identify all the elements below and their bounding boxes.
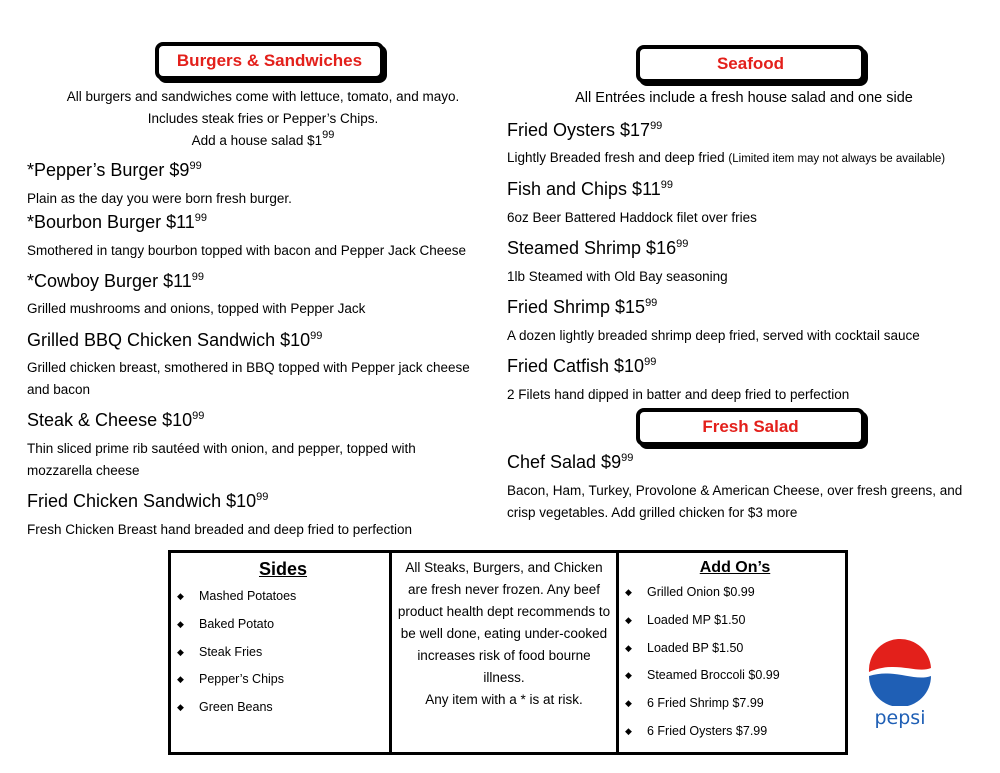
sides-title: Sides — [258, 559, 308, 579]
menu-item-desc: Lightly Breaded fresh and deep fried (Limited item may not always be available) — [507, 150, 946, 165]
menu-item-desc: A dozen lightly breaded shrimp deep fried, served with cocktail sauce — [507, 328, 920, 343]
sides-panel — [171, 553, 392, 752]
pepsi-logo — [866, 638, 934, 729]
sides-list — [177, 589, 389, 728]
list-item: ◆ Steamed Broccoli $0.99 — [625, 668, 780, 683]
menu-item-title: Fried Catfish $\$10^{99}$ — [507, 356, 657, 376]
menu-item-title: Fried Shrimp $\$15^{99}$ — [507, 297, 658, 317]
menu-item-title: *Cowboy Burger $\$11^{99}$ — [27, 271, 205, 291]
diamond-bullet-icon: ◆ — [625, 587, 632, 597]
addons-title: Add On’s — [699, 559, 771, 576]
diamond-bullet-icon: ◆ — [177, 618, 184, 629]
burgers-header — [155, 42, 384, 80]
menu-item-desc: Plain as the day you were born fresh burger. — [27, 191, 292, 206]
diamond-bullet-icon: ◆ — [177, 646, 184, 657]
pepsi-wordmark: pepsi — [874, 707, 926, 729]
list-item: ◆ Pepper’s Chips — [177, 672, 285, 687]
burgers-note: Add a house salad $\$1^{99}$ — [191, 129, 335, 148]
burgers-note: Includes steak fries or Pepper’s Chips. — [147, 111, 379, 126]
menu-item-title: Fried Chicken Sandwich $\$10^{99}$ — [27, 491, 269, 511]
diamond-bullet-icon: ◆ — [625, 670, 632, 681]
addons-panel — [619, 553, 845, 752]
list-item: ◆ Mashed Potatoes — [177, 589, 297, 603]
notice-panel — [392, 553, 619, 752]
list-item: ◆ 6 Fried Shrimp $7.99 — [625, 696, 764, 711]
menu-item-desc: Grilled chicken breast, smothered in BBQ topped with Pepper jack cheese and bacon — [27, 360, 470, 397]
menu-item-title: Chef Salad $\$9^{99}$ — [507, 452, 634, 472]
menu-item-desc: Thin sliced prime rib sautéed with onion, and pepper, topped with mozzarella cheese — [27, 441, 416, 478]
salad-title: Fresh Salad — [702, 417, 799, 436]
burgers-note: All burgers and sandwiches come with lettuce, tomato, and mayo. — [66, 89, 460, 104]
diamond-bullet-icon: ◆ — [177, 702, 184, 713]
list-item: ◆ Loaded BP $1.50 — [625, 640, 744, 655]
menu-item-desc: Fresh Chicken Breast hand breaded and deep fried to perfection — [27, 522, 412, 537]
menu-item-title: *Bourbon Burger $\$11^{99}$ — [27, 212, 208, 232]
menu-item-title: *Pepper’s Burger $\$9^{99}$ — [27, 160, 202, 180]
diamond-bullet-icon: ◆ — [625, 642, 632, 653]
burgers-title: Burgers & Sandwiches — [176, 51, 363, 70]
menu-item-title: Grilled BBQ Chicken Sandwich $\$10^{99}$ — [27, 330, 323, 350]
seafood-title: Seafood — [716, 54, 785, 73]
list-item: ◆ Green Beans — [177, 700, 273, 715]
seafood-header — [636, 45, 865, 83]
bottom-info-box — [168, 550, 848, 755]
menu-item-title: Steak & Cheese $\$10^{99}$ — [27, 410, 205, 430]
menu-item-desc: 2 Filets hand dipped in batter and deep fried to perfection — [507, 387, 850, 402]
diamond-bullet-icon: ◆ — [177, 674, 184, 685]
diamond-bullet-icon: ◆ — [625, 614, 632, 625]
addons-list — [625, 585, 845, 752]
list-item: ◆ Baked Potato — [177, 616, 275, 631]
burgers-notes — [30, 86, 496, 152]
menu-item-desc: Bacon, Ham, Turkey, Provolone & American Cheese, over fresh greens, and crisp vegetables. Add grilled chicken for $3 more — [507, 483, 963, 520]
list-item: ◆ Loaded MP $1.50 — [625, 612, 746, 627]
list-item: ◆ 6 Fried Oysters $7.99 — [625, 723, 768, 738]
diamond-bullet-icon: ◆ — [625, 725, 632, 736]
diamond-bullet-icon: ◆ — [177, 591, 184, 601]
menu-item-title: Fried Oysters $\$17^{99}$ — [507, 120, 663, 140]
menu-item-desc: 6oz Beer Battered Haddock filet over fries — [507, 210, 757, 225]
notice-text: All Steaks, Burgers, and Chicken are fresh never frozen. Any beef product health dept recommends to be well done, eating under-cooked increases risk of food bourne illness. — [397, 560, 611, 685]
list-item: ◆ Grilled Onion $0.99 — [625, 585, 755, 599]
menu-item-desc: Smothered in tangy bourbon topped with bacon and Pepper Jack Cheese — [27, 243, 467, 258]
diamond-bullet-icon: ◆ — [625, 698, 632, 709]
menu-item-title: Steamed Shrimp $\$16^{99}$ — [507, 238, 689, 258]
menu-item-title: Fish and Chips $\$11^{99}$ — [507, 179, 674, 199]
seafood-note: All Entrées include a fresh house salad and one side — [575, 90, 913, 106]
pepsi-globe-icon — [866, 638, 934, 706]
salad-header — [636, 408, 865, 446]
risk-text: Any item with a * is at risk. — [425, 692, 583, 707]
menu-item-desc: 1lb Steamed with Old Bay seasoning — [507, 269, 728, 284]
menu-item-desc: Grilled mushrooms and onions, topped with Pepper Jack — [27, 301, 366, 316]
limited-note: (Limited item may not always be available) — [728, 153, 946, 165]
list-item: ◆ Steak Fries — [177, 644, 263, 659]
